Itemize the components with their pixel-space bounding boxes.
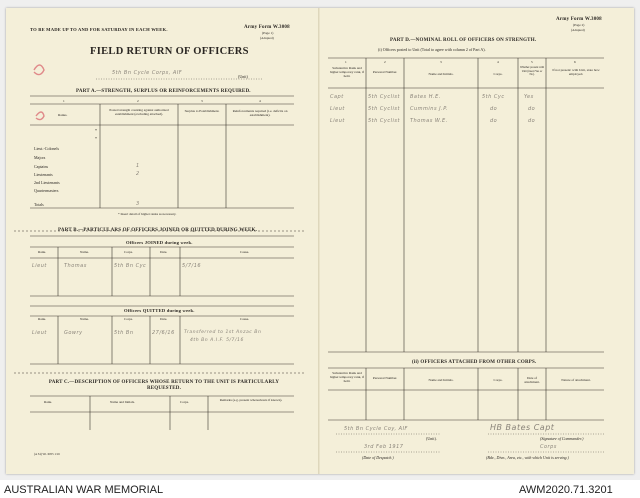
section-ii-title: (ii) OFFICERS ATTACHED FROM OTHER CORPS. — [412, 360, 537, 365]
footer-accession-number: AWM2020.71.3201 — [519, 484, 613, 496]
quitted-cause: Transferred to 1st Anzac Bn — [184, 330, 262, 335]
footer-institution: AUSTRALIAN WAR MEMORIAL — [4, 484, 164, 496]
part-a-heading: PART A.—STRENGTH, SURPLUS OR REINFORCEMENTS REQUIRED. — [76, 89, 251, 94]
rank-lieut-colonels: Lieut.-Colonels — [34, 146, 59, 151]
d-row2-present: do — [528, 106, 536, 112]
d-row3-number: 5th Cyclist — [368, 118, 400, 124]
joined-date: 5/7/16 — [182, 263, 202, 269]
unit-label: (Unit) — [238, 74, 248, 79]
d-row1-present: Yes — [524, 94, 534, 100]
joined-col-rank: Rank. — [38, 250, 47, 254]
part-c-col-rank: Rank. — [44, 400, 53, 404]
joined-col-name: Name. — [80, 250, 89, 254]
d-header-name: Name and Initials. — [428, 72, 454, 76]
dii-header-name: Name and Initials. — [428, 378, 454, 382]
d-row3-corps: do — [490, 118, 498, 124]
joined-corps: 5th Bn Cyc — [114, 263, 147, 269]
form-page-right: (Page 2) — [573, 23, 585, 27]
part-a-col-num-3: 3 — [201, 99, 203, 103]
d-row1-corps: 5th Cyc — [482, 94, 505, 100]
quitted-col-name: Name. — [80, 317, 89, 321]
page-title: FIELD RETURN OF OFFICERS — [90, 46, 249, 57]
dii-header-number: Personal Number. — [372, 376, 398, 380]
part-b-heading: PART B.—PARTICULARS OF OFFICERS JOINED OR QUITTED DURING WEEK. — [58, 228, 258, 233]
d-row2-corps: do — [490, 106, 498, 112]
form-adapted-right: (Adapted) — [571, 28, 585, 32]
d-col-num-3: 3 — [440, 60, 442, 64]
part-a-col-num-2: 2 — [137, 99, 139, 103]
d-header-number: Personal Number. — [372, 70, 398, 74]
quitted-rank: Lieut — [32, 330, 47, 336]
dii-header-nature: Nature of attachment. — [561, 378, 591, 382]
d-row3-rank: Lieut — [330, 118, 345, 124]
part-a-header-surplus: Surplus to Establishment. — [184, 109, 220, 113]
asterisk-1: * — [95, 128, 97, 133]
dii-header-rank: Substantive Rank and higher temporary rank, if held. — [329, 371, 365, 383]
commander-signature: HB Bates Capt — [490, 423, 555, 432]
rank-majors: Majors — [34, 155, 46, 160]
joined-title: Officers JOINED during week. — [126, 240, 193, 245]
form-id-left: Army Form W.3008 — [244, 25, 290, 30]
d-col-num-5: 5 — [531, 60, 533, 64]
quitted-corps: 5th Bn — [114, 330, 134, 336]
d-header-corps: Corps. — [493, 72, 503, 76]
bde-label: (Bde., Divn., Area, etc., with which Unit is serving.) — [486, 455, 569, 460]
d-col-num-2: 2 — [384, 60, 386, 64]
pencil-mark-part-a — [36, 112, 44, 120]
form-page-left: (Page 1) — [262, 31, 274, 35]
form-adapted-left: (Adapted) — [260, 36, 274, 40]
dii-header-date: Date of attachment. — [524, 376, 540, 384]
quitted-name: Gowry — [64, 330, 83, 336]
d-header-employed: If not present: with Unit, state how employed. — [552, 68, 600, 76]
form-id-right: Army Form W.3008 — [556, 17, 602, 22]
unit-handwritten: 5th Bn Cycle Corps, AIF — [112, 70, 183, 76]
despatch-date-label: (Date of Despatch.) — [362, 455, 394, 460]
d-header-rank: Substantive Rank and higher temporary rank, if held. — [329, 66, 365, 78]
d-row3-name: Thomas W.E. — [410, 118, 448, 124]
quitted-col-rank: Rank. — [38, 317, 47, 321]
quitted-col-cause: Cause. — [240, 317, 250, 321]
part-c-heading: PART C.—DESCRIPTION OF OFFICERS WHOSE RETURN TO THE UNIT IS PARTICULARLY REQUESTED. — [48, 380, 280, 391]
joined-col-cause: Cause. — [240, 250, 250, 254]
part-a-header-reinforcements: Reinforcements required (i.e. deficits on establishment). — [232, 109, 288, 117]
rank-quartermasters: Quartermasters — [34, 188, 59, 193]
quitted-date: 27/6/16 — [152, 330, 175, 336]
asterisk-2: * — [95, 136, 97, 141]
d-row1-number: 5th Cyclist — [368, 94, 400, 100]
quitted-cause-line2: 4th Bn A.I.F. 5/7/16 — [190, 338, 244, 343]
rank-lieutenants: Lieutenants — [34, 172, 53, 177]
section-i-title: (i) Officers posted to Unit (Total to agree with column 2 of Part A). — [378, 47, 486, 52]
quitted-title: Officers QUITTED during week. — [124, 308, 195, 313]
quitted-col-corps: Corps. — [124, 317, 133, 321]
unit-sign-handwritten: 5th Bn Cycle Coy, AIF — [344, 426, 408, 432]
d-row2-rank: Lieut — [330, 106, 345, 112]
pencil-mark-top — [34, 65, 44, 75]
part-c-col-name: Name and Initials. — [110, 400, 135, 404]
part-a-header-posted: Posted strength counting against authorized establishment (excluding attached). — [109, 108, 169, 116]
despatch-date-handwritten: 3rd Feb 1917 — [364, 444, 404, 450]
lieutenants-value: 2 — [136, 171, 140, 177]
bde-handwritten: Corps — [540, 444, 557, 450]
joined-rank: Lieut — [32, 263, 47, 269]
signature-label: (Signature of Commander.) — [540, 436, 584, 441]
d-row1-rank: Capt — [330, 94, 344, 100]
part-c-col-remarks: Remarks (e.g. present whereabouts if known). — [219, 398, 283, 402]
d-col-num-4: 4 — [497, 60, 499, 64]
rank-2nd-lieutenants: 2nd Lieutenants — [34, 180, 60, 185]
d-row2-name: Cummins J.P. — [410, 106, 449, 112]
part-a-col-num-1: 1 — [63, 99, 65, 103]
joined-col-corps: Corps. — [124, 250, 133, 254]
d-col-num-6: 6 — [574, 60, 576, 64]
part-d-heading: PART D.—NOMINAL ROLL OF OFFICERS ON STRENGTH. — [390, 38, 537, 43]
part-a-footnote: * Insert detail of higher ranks as necessary. — [118, 212, 177, 216]
printer-code: (A 54) Wt. 6055 1/16 — [34, 452, 60, 456]
part-a-col-num-4: 4 — [259, 99, 261, 103]
part-a-header-ranks: Ranks. — [58, 113, 68, 117]
totals-label: Totals — [34, 202, 44, 207]
d-row3-present: do — [528, 118, 536, 124]
d-header-present: Whether present with Unit (insert Yes or No). — [519, 66, 545, 77]
captains-value: 1 — [136, 163, 140, 169]
d-row1-name: Bates H.E. — [410, 94, 441, 100]
part-c-col-corps: Corps. — [180, 400, 189, 404]
top-note: TO BE MADE UP TO AND FOR SATURDAY IN EACH WEEK. — [30, 27, 168, 32]
d-col-num-1: 1 — [345, 60, 347, 64]
joined-name: Thomas — [64, 263, 87, 269]
joined-col-date: Date. — [160, 250, 168, 254]
unit-sign-label: (Unit). — [426, 436, 437, 441]
rank-captains: Captains — [34, 164, 48, 169]
totals-value: 3 — [136, 201, 140, 207]
quitted-col-date: Date. — [160, 317, 168, 321]
d-row2-number: 5th Cyclist — [368, 106, 400, 112]
dii-header-corps: Corps. — [493, 378, 503, 382]
